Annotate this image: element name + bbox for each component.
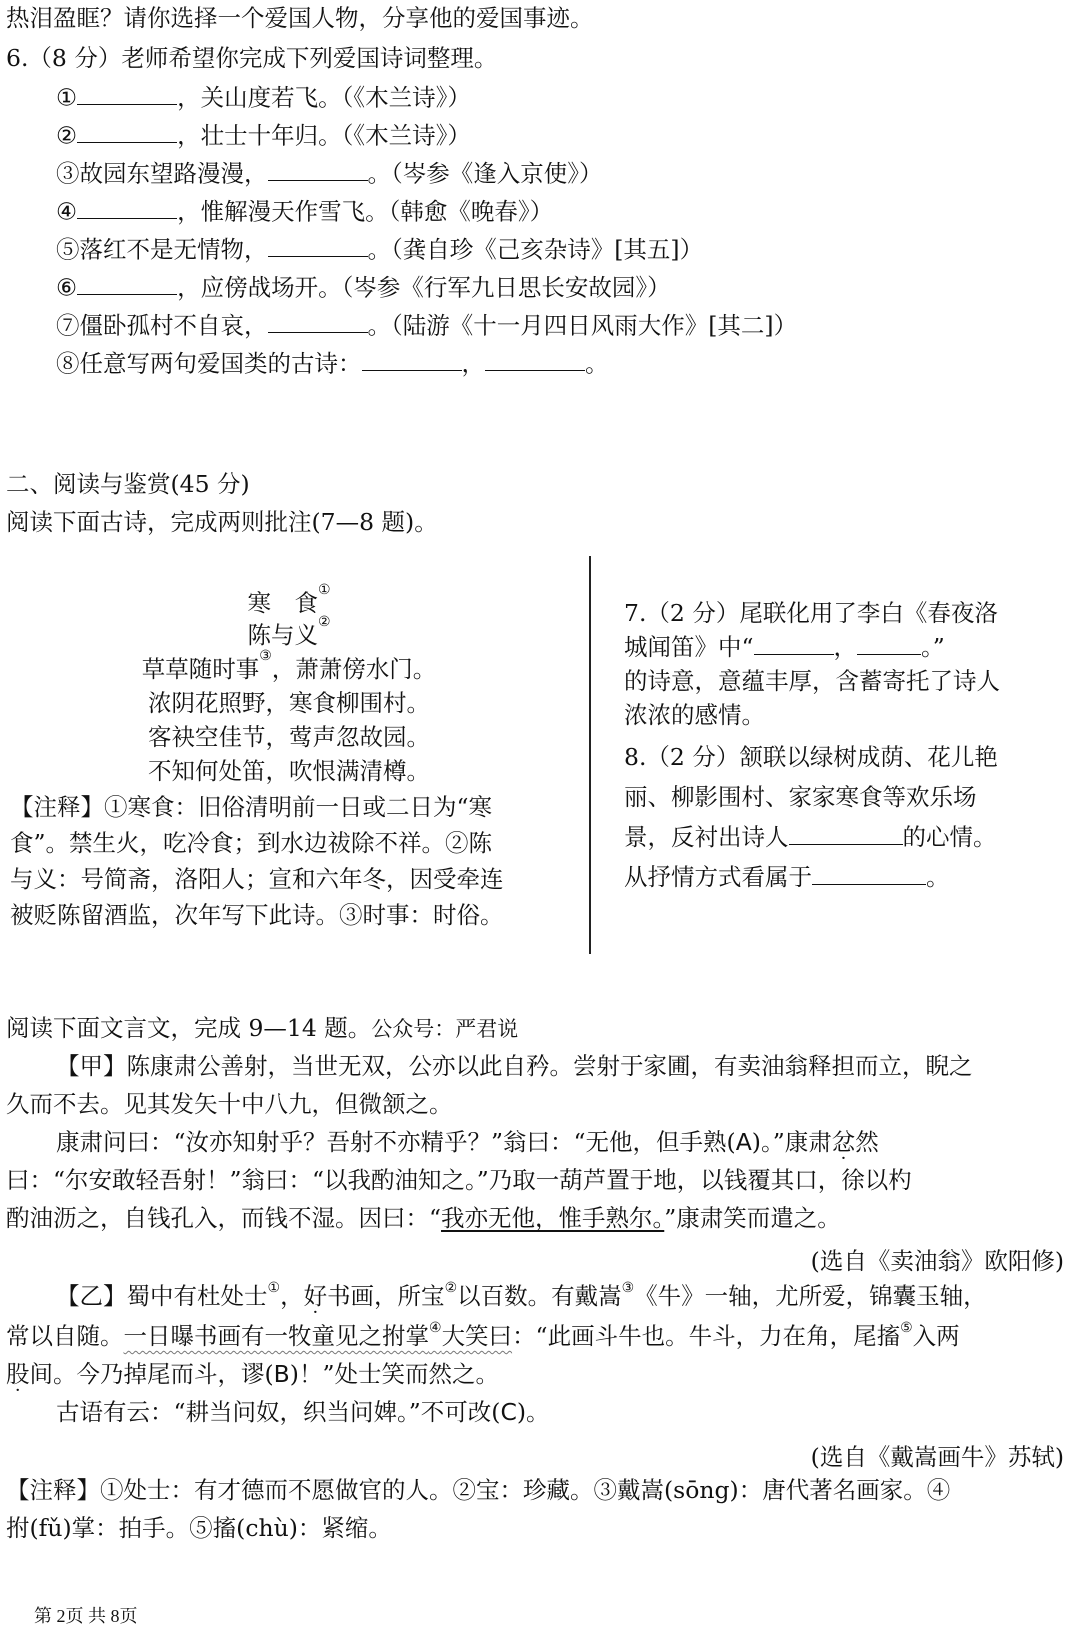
q6-item-1: ① ，关山度若飞。（《木兰诗》） <box>56 83 471 112</box>
answer-blank[interactable] <box>77 82 177 105</box>
emphasis-dot-char: 好 <box>303 1282 328 1310</box>
source-citation: (选自《卖油翁》欧阳修) <box>810 1247 1064 1275</box>
q7-line: 城闻笛》中“ ， 。” <box>624 633 945 661</box>
section-intro: 阅读下面古诗，完成两则批注(7—8 题)。 <box>6 508 438 536</box>
annotation-questions <box>624 596 1060 894</box>
answer-blank[interactable] <box>362 348 462 371</box>
passage-jia-line: 康肃问曰：“汝亦知射乎？吾射不亦精乎？”翁曰：“无他，但手熟(A)。”康肃忿然 <box>56 1128 879 1156</box>
q6-item-8: ⑧任意写两句爱国类的古诗： ， 。 <box>56 349 609 378</box>
answer-blank[interactable] <box>77 196 177 219</box>
poem-line: 客袂空佳节，莺声忽故园。 <box>148 723 430 751</box>
passage-yi-line: 【乙】蜀中有杜处士①，好书画，所宝②以百数。有戴嵩③《牛》一轴，尤所爱，锦囊玉轴， <box>56 1280 987 1310</box>
emphasis-dot-char: 忿 <box>831 1128 856 1156</box>
passage-jia-line: 曰：“尔安敢轻吾射！”翁曰：“以我酌油知之。”乃取一葫芦置于地，以钱覆其口，徐以杓 <box>6 1166 912 1194</box>
q6-item-7: ⑦僵卧孤村不自哀， 。（陆游《十一月四日风雨大作》[其二]） <box>56 311 798 340</box>
poem-note-line: 与义：号简斋，洛阳人；宣和六年冬，因受牵连 <box>10 865 504 893</box>
passage-yi-line: 常以自随。一日曝书画有一牧童见之拊掌④大笑曰：“此画斗牛也。牛斗，力在角，尾搐⑤入两 <box>6 1320 960 1350</box>
q7-line: 的诗意，意蕴丰厚，含蓄寄托了诗人 <box>624 667 1000 695</box>
answer-blank[interactable] <box>789 822 903 845</box>
poem-line: 浓阴花照野，寒食柳围村。 <box>148 689 430 717</box>
q6-item-6: ⑥ ，应傍战场开。（岑参《行军九日思长安故园》） <box>56 273 671 302</box>
q7-line: 浓浓的感情。 <box>624 701 765 729</box>
q8-line: 丽、柳影围村、家家寒食等欢乐场 <box>624 783 977 811</box>
answer-blank[interactable] <box>812 862 926 885</box>
answer-blank[interactable] <box>268 234 368 257</box>
section-heading: 二、阅读与鉴赏(45 分) <box>6 470 250 498</box>
passage-jia-line: 酌油沥之，自钱孔入，而钱不湿。因曰：“我亦无他，惟手熟尔。”康肃笑而遣之。 <box>6 1204 841 1232</box>
passage-yi-line: 古语有云：“耕当问奴，织当问婢。”不可改(C)。 <box>56 1398 550 1426</box>
passage-note-line: 拊(fǔ)掌：拍手。⑤搐(chù)：紧缩。 <box>6 1514 392 1542</box>
poem-author: 陈与义② <box>247 614 331 649</box>
poem-title: 寒 食① <box>247 582 331 617</box>
q6-item-5: ⑤落红不是无情物， 。（龚自珍《己亥杂诗》[其五]） <box>56 235 704 264</box>
q8-line: 8.（2 分）颔联以绿树成荫、花儿艳 <box>624 743 998 771</box>
q6-item-3: ③故园东望路漫漫， 。（岑参《逢入京使》） <box>56 159 603 188</box>
answer-blank[interactable] <box>268 310 368 333</box>
page-number: 第 2页 共 8页 <box>34 1606 138 1626</box>
passage-yi-line: 股间。今乃掉尾而斗，谬(B)！”处士笑而然之。 <box>6 1360 499 1388</box>
q7-line: 7.（2 分）尾联化用了李白《春夜洛 <box>624 599 998 627</box>
passage-note-line: 【注释】①处士：有才德而不愿做官的人。②宝：珍藏。③戴嵩(sōng)：唐代著名画家。④ <box>6 1476 951 1504</box>
text-line: 热泪盈眶？请你选择一个爱国人物，分享他的爱国事迹。 <box>6 4 594 32</box>
answer-blank[interactable] <box>857 632 921 655</box>
poem-line: 不知何处笛，吹恨满清樽。 <box>148 757 430 785</box>
q6-item-4: ④ ，惟解漫天作雪飞。（韩愈《晚春》） <box>56 197 554 226</box>
answer-blank[interactable] <box>77 120 177 143</box>
wavy-underlined-sentence: 一日曝书画有一牧童见之拊掌④大笑曰 <box>123 1320 513 1350</box>
answer-blank[interactable] <box>77 272 177 295</box>
poem-line: 草草随时事③，萧萧傍水门。 <box>141 648 437 683</box>
underlined-sentence: 我亦无他，惟手熟尔。 <box>441 1204 665 1232</box>
answer-blank[interactable] <box>268 158 368 181</box>
answer-blank[interactable] <box>754 632 834 655</box>
passage-jia-line: 久而不去。见其发矢十中八九，但微颔之。 <box>6 1090 453 1118</box>
source-citation: (选自《戴嵩画牛》苏轼) <box>810 1443 1064 1471</box>
emphasis-dot-char: 股 <box>6 1360 30 1388</box>
poem-note-line: 食”。禁生火，吃冷食；到水边祓除不祥。②陈 <box>10 829 493 857</box>
passage-intro: 阅读下面文言文，完成 9—14 题。公众号：严君说 <box>6 1014 519 1042</box>
q8-line: 景，反衬出诗人 的心情。 <box>624 823 997 851</box>
q6-item-2: ② ，壮士十年归。（《木兰诗》） <box>56 121 471 150</box>
poem-note-line: 【注释】①寒食：旧俗清明前一日或二日为“寒 <box>10 793 493 821</box>
question-6-heading: 6.（8 分）老师希望你完成下列爱国诗词整理。 <box>6 44 498 72</box>
passage-jia-line: 【甲】陈康肃公善射，当世无双，公亦以此自矜。尝射于家圃，有卖油翁释担而立，睨之 <box>56 1052 973 1080</box>
q8-line: 从抒情方式看属于 。 <box>624 863 950 891</box>
answer-blank[interactable] <box>485 348 585 371</box>
poem-note-line: 被贬陈留酒监，次年写下此诗。③时事：时俗。 <box>10 901 504 929</box>
column-divider <box>589 556 591 954</box>
